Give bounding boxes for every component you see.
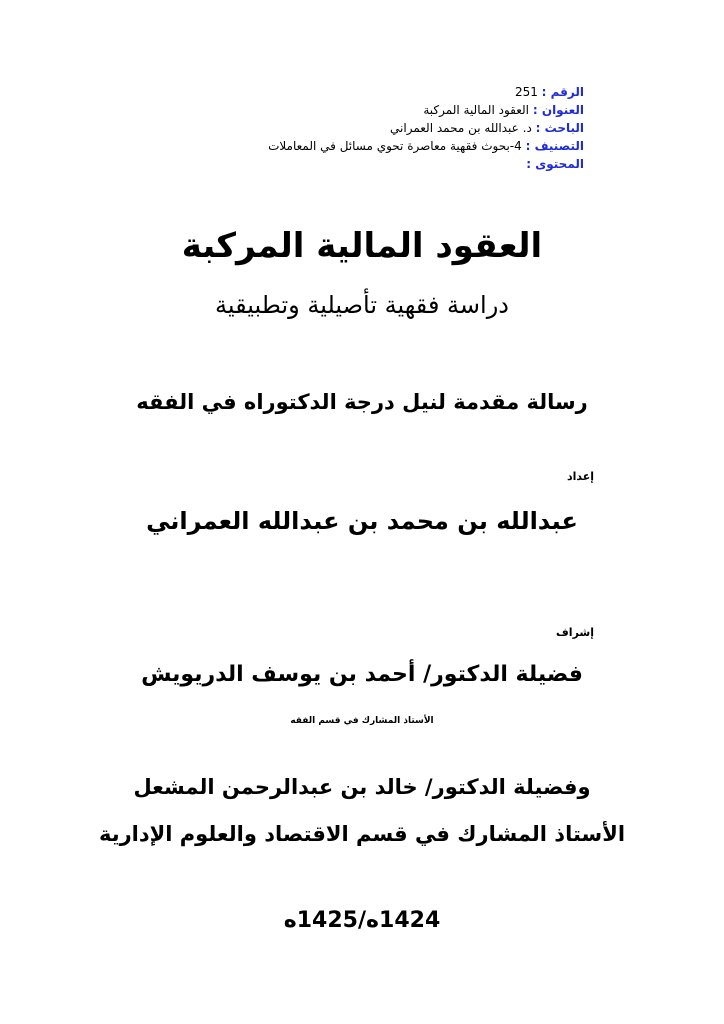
meta-number-value: 251 [514, 85, 538, 99]
meta-category-value: 4-بحوث فقهية معاصرة تحوي مسائل في المعاملات [268, 139, 522, 153]
thesis-line: رسالة مقدمة لنيل درجة الدكتوراه في الفقه [136, 390, 588, 414]
document-title: العقود المالية المركبة [181, 226, 543, 266]
author-name: عبدالله بن محمد بن عبدالله العمراني [146, 507, 578, 535]
meta-number-row [268, 83, 584, 101]
meta-content-row [268, 155, 584, 173]
supervisor-1-name: فضيلة الدكتور/ أحمد بن يوسف الدريويش [141, 662, 583, 687]
supervisor-2-title: الأستاذ المشارك في قسم الاقتصاد والعلوم الإدارية [98, 822, 626, 846]
meta-title-value: العقود المالية المركبة [423, 103, 530, 117]
supervision-label: إشراف [556, 626, 594, 639]
document-subtitle: دراسة فقهية تأصيلية وتطبيقية [215, 291, 509, 319]
supervisor-2-name: وفضيلة الدكتور/ خالد بن عبدالرحمن المشعل [133, 775, 591, 799]
prepared-by-label: إعداد [566, 470, 594, 483]
meta-title-row [268, 101, 584, 119]
meta-researcher-row [268, 119, 584, 137]
hijri-date: 1424ه/1425ه [283, 908, 441, 933]
meta-category-label: التصنيف : [525, 139, 584, 153]
meta-category-row [268, 137, 584, 155]
meta-number-label: الرقم : [541, 85, 584, 99]
meta-researcher-label: الباحث : [535, 121, 584, 135]
meta-researcher-value: د. عبدالله بن محمد العمراني [390, 121, 532, 135]
metadata-block [268, 83, 584, 173]
supervisor-1-title: الأستاذ المشارك في قسم الفقه [290, 716, 434, 726]
meta-content-label: المحتوى : [526, 157, 584, 171]
meta-title-label: العنوان : [532, 103, 584, 117]
